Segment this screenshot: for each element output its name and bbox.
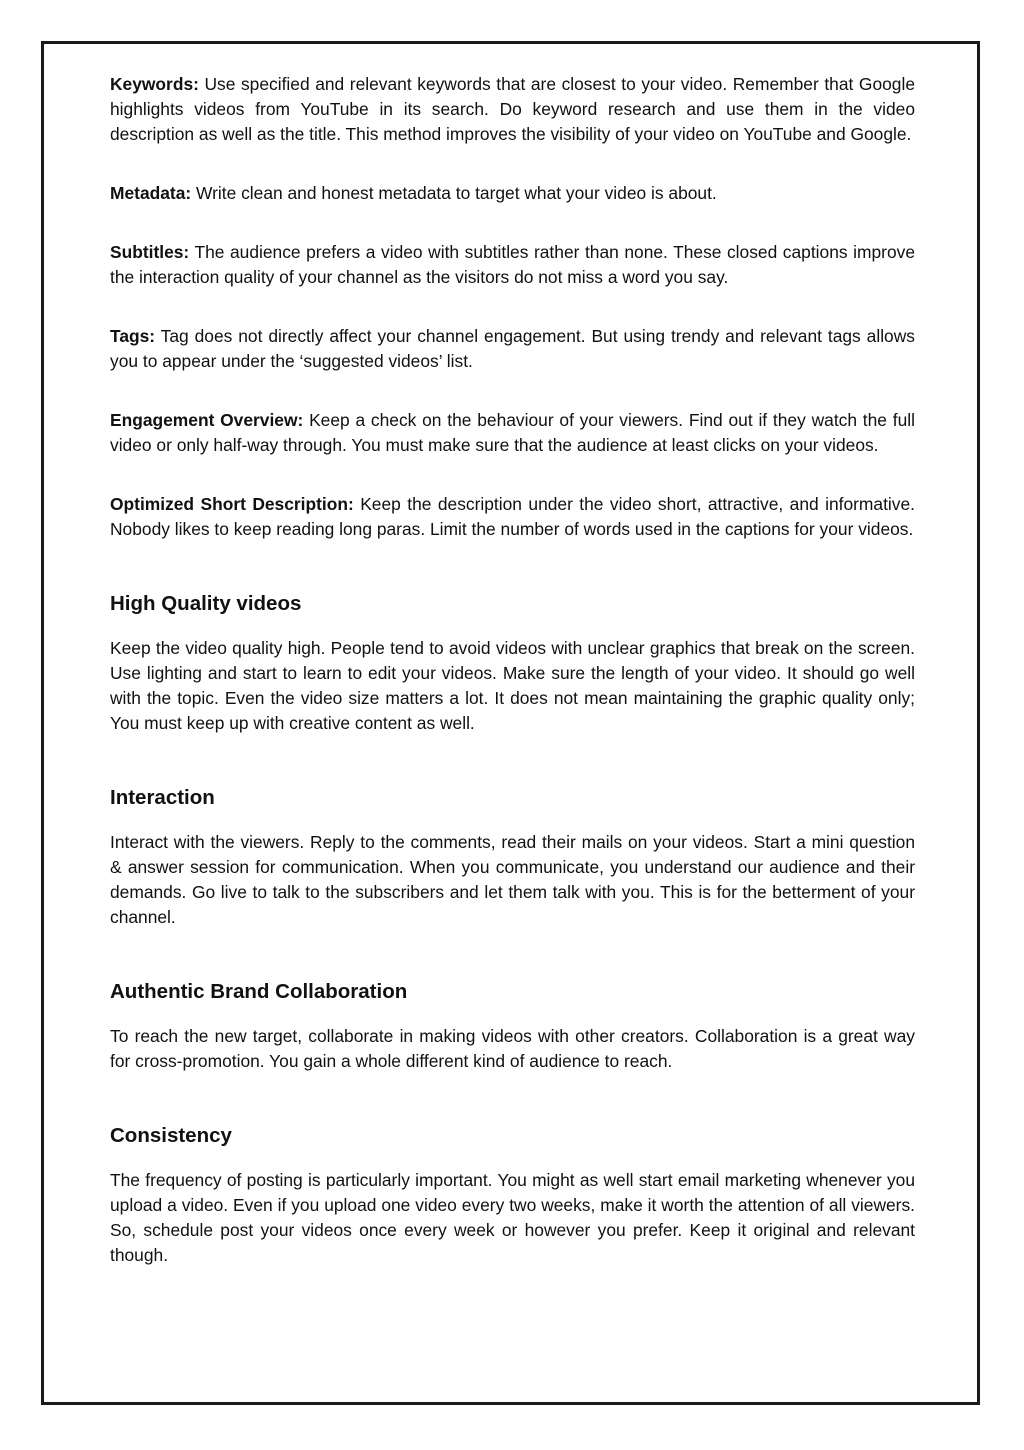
- section-body-interaction: Interact with the viewers. Reply to the comments, read their mails on your videos. Start a mini question & answer session for communication. When you communicate, you understand our audience and their demands. Go live to talk to the subscribers and let them talk with you. This is for the betterment of your channel.: [110, 832, 915, 927]
- tags-text: Tag does not directly affect your channel engagement. But using trendy and relevant tags allows you to appear under the ‘suggested videos’ list.: [110, 326, 915, 371]
- engagement-overview-paragraph: [110, 408, 915, 458]
- metadata-term: Metadata:: [110, 183, 192, 203]
- section-heading-interaction: Interaction: [110, 786, 215, 809]
- keywords-paragraph: [110, 72, 915, 147]
- subtitles-text: The audience prefers a video with subtitles rather than none. These closed captions improve the interaction quality of your channel as the visitors do not miss a word you say.: [110, 242, 915, 287]
- section-heading-collaboration: Authentic Brand Collaboration: [110, 980, 408, 1003]
- document-content: [110, 72, 915, 1268]
- short-description-paragraph: [110, 492, 915, 542]
- engagement-overview-term: Engagement Overview:: [110, 410, 304, 430]
- metadata-paragraph: [110, 181, 915, 206]
- metadata-text: Write clean and honest metadata to target what your video is about.: [191, 183, 717, 203]
- subtitles-paragraph: [110, 240, 915, 290]
- tags-term: Tags:: [110, 326, 156, 346]
- section-heading-high-quality: High Quality videos: [110, 592, 302, 615]
- engagement-overview-text: Keep a check on the behaviour of your viewers. Find out if they watch the full video or only half-way through. You must make sure that the audience at least clicks on your videos.: [110, 410, 915, 455]
- section-body-high-quality: Keep the video quality high. People tend to avoid videos with unclear graphics that break on the screen. Use lighting and start to learn to edit your videos. Make sure the length of your video. It should go well with the topic. Even the video size matters a lot. It does not mean maintaining the graphic quality only; You must keep up with creative content as well.: [110, 638, 915, 733]
- section-heading-consistency: Consistency: [110, 1124, 232, 1147]
- section-body-collaboration: To reach the new target, collaborate in making videos with other creators. Collaboration is a great way for cross-promotion. You gain a whole different kind of audience to reach.: [110, 1026, 915, 1071]
- section-body-consistency: The frequency of posting is particularly important. You might as well start email marketing whenever you upload a video. Even if you upload one video every two weeks, make it worth the attention of all viewers. So, schedule post your videos once every week or however you prefer. Keep it original and relevant though.: [110, 1170, 915, 1265]
- keywords-term: Keywords:: [110, 74, 199, 94]
- keywords-text: Use specified and relevant keywords that are closest to your video. Remember that Google highlights videos from YouTube in its search. Do keyword research and use them in the video description as well as the title. This method improves the visibility of your video on YouTube and Google.: [110, 74, 915, 144]
- tags-paragraph: [110, 324, 915, 374]
- short-description-term: Optimized Short Description:: [110, 494, 354, 514]
- short-description-text: Keep the description under the video short, attractive, and informative. Nobody likes to keep reading long paras. Limit the number of words used in the captions for your videos.: [110, 494, 915, 539]
- subtitles-term: Subtitles:: [110, 242, 190, 262]
